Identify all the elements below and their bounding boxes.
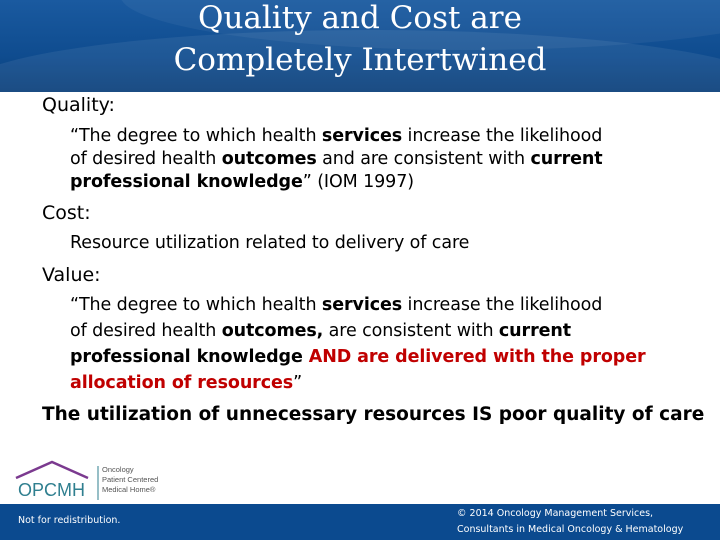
bold-term-services: services: [321, 126, 403, 146]
text-run: and are consistent with: [316, 149, 531, 169]
text-run: of desired health: [70, 321, 222, 341]
bold-term-professional-knowledge: professional knowledge: [70, 172, 303, 192]
bold-term-current: current: [530, 149, 603, 169]
footer-copyright: [457, 506, 683, 538]
emphasis-red-text: AND are delivered with the proper: [308, 347, 646, 367]
quality-definition-line1: [70, 126, 602, 146]
slide-title-line1: Quality and Cost are: [198, 0, 522, 36]
text-run: “The degree to which health: [70, 295, 322, 315]
text-run: increase the likelihood: [402, 295, 603, 315]
text-run: of desired health: [70, 149, 222, 169]
opcmh-logo: [12, 460, 212, 505]
bold-term-outcomes: outcomes: [221, 149, 317, 169]
value-heading: Value:: [42, 264, 101, 286]
bold-term-professional-knowledge: professional knowledge: [70, 347, 309, 367]
text-run: increase the likelihood: [402, 126, 603, 146]
value-definition-line3: [70, 347, 646, 367]
copyright-line1: © 2014 Oncology Management Services,: [457, 508, 654, 519]
value-definition-line4: [70, 373, 302, 393]
value-definition-line2: [70, 321, 571, 341]
bold-term-outcomes: outcomes,: [221, 321, 324, 341]
bold-term-services: services: [321, 295, 403, 315]
text-run: ”: [293, 373, 303, 393]
cost-heading: Cost:: [42, 202, 91, 224]
text-run: ” (IOM 1997): [302, 172, 414, 192]
conclusion-statement: The utilization of unnecessary resources IS poor quality of care: [42, 404, 705, 425]
logo-text-line2: Patient Centered: [102, 475, 159, 484]
cost-definition: Resource utilization related to delivery of care: [70, 233, 470, 253]
quality-definition-line3: [70, 172, 414, 192]
logo-text-line1: Oncology: [102, 465, 134, 474]
logo-mark: OPCMH: [18, 480, 85, 500]
quality-heading: Quality:: [42, 94, 115, 116]
quality-definition-line2: [70, 149, 603, 169]
bold-term-current: current: [498, 321, 571, 341]
title-banner: [0, 0, 720, 92]
text-run: are consistent with: [323, 321, 499, 341]
slide-title-line2: Completely Intertwined: [173, 42, 547, 78]
emphasis-red-text: allocation of resources: [70, 373, 294, 393]
house-roof-icon: [12, 460, 212, 505]
footer-disclaimer: Not for redistribution.: [18, 515, 121, 526]
value-definition-line1: [70, 295, 602, 315]
text-run: “The degree to which health: [70, 126, 322, 146]
logo-text-line3: Medical Home®: [102, 485, 156, 494]
copyright-line2: Consultants in Medical Oncology & Hematology: [457, 524, 684, 535]
